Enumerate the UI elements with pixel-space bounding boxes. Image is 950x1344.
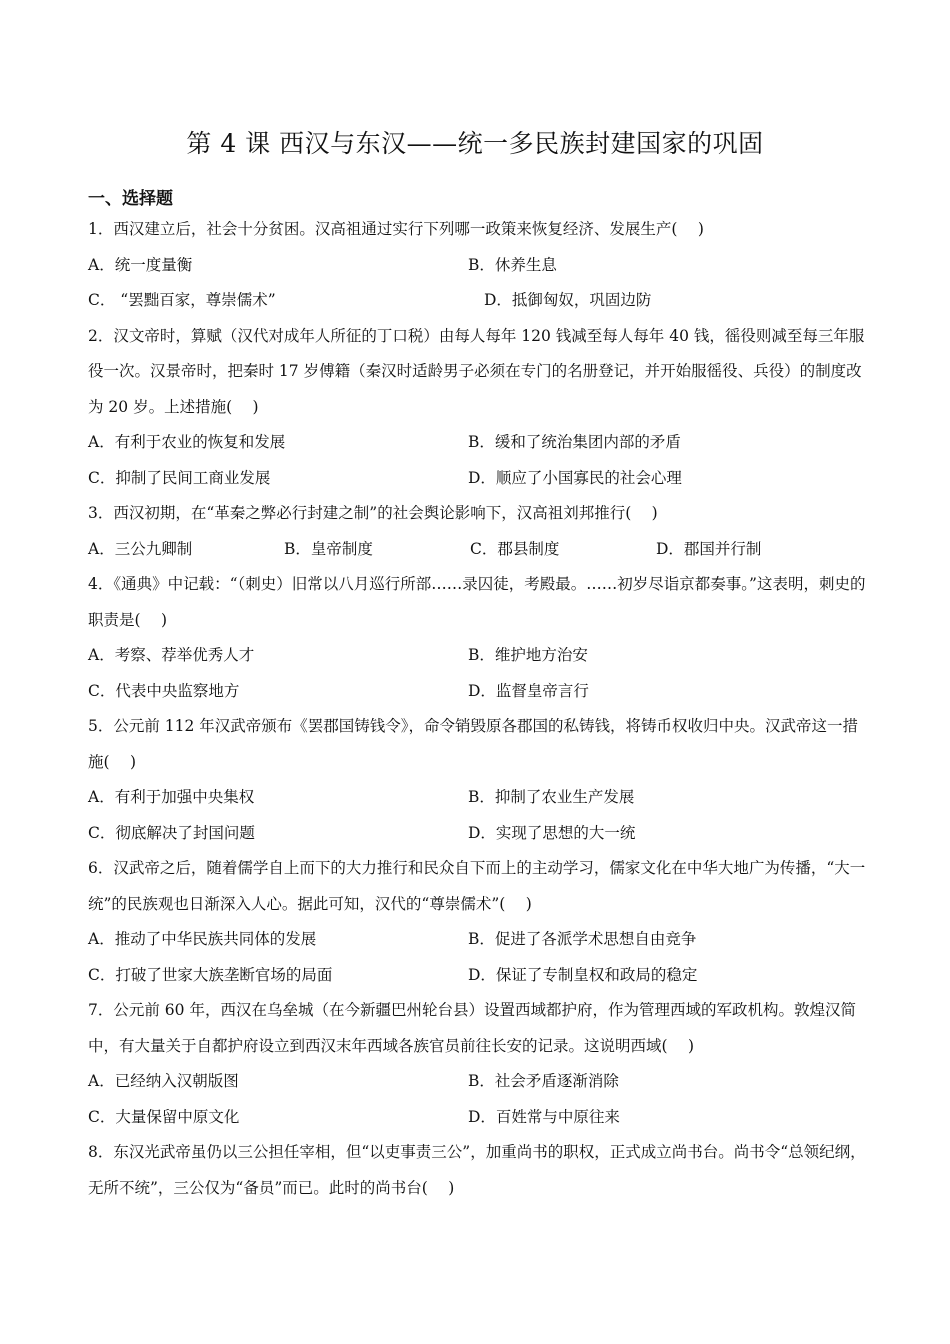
option-a: A．已经纳入汉朝版图 <box>88 1072 239 1090</box>
option-d: D．顺应了小国寡民的社会心理 <box>468 468 682 487</box>
option-a: A．有利于农业的恢复和发展 <box>88 433 286 451</box>
option-b: B．休养生息 <box>468 255 557 274</box>
option-d: D．百姓常与中原往来 <box>468 1107 620 1126</box>
option-a: A．推动了中华民族共同体的发展 <box>88 930 317 948</box>
option-c: C．打破了世家大族垄断官场的局面 <box>88 965 333 984</box>
option-c: C．郡县制度 <box>470 539 560 558</box>
option-d: D．监督皇帝言行 <box>468 681 589 700</box>
options <box>88 922 868 993</box>
option-c: C．抑制了民间工商业发展 <box>88 468 271 487</box>
option-b: B．抑制了农业生产发展 <box>468 788 635 806</box>
question-stem: 2．汉文帝时，算赋（汉代对成年人所征的丁口税）由每人每年 120 钱减至每人每年 40 钱，徭役则减至每三年服役一次。汉景帝时，把秦时 17 岁傅籍（秦汉时适龄男子必须在专门的名册登记，并开始服徭役、兵役）的制度改为 20 岁。上述措施( ) <box>88 326 865 416</box>
options <box>88 248 868 319</box>
options <box>88 780 868 851</box>
question-stem: 8．东汉光武帝虽仍以三公担任宰相，但“以吏事责三公”，加重尚书的职权，正式成立尚书台。尚书令“总领纪纲，无所不统”，三公仅为“备员”而已。此时的尚书台( ) <box>88 1143 866 1197</box>
question-4 <box>88 567 868 709</box>
options <box>88 425 868 496</box>
option-d: D．郡国并行制 <box>656 539 762 558</box>
question-stem: 6．汉武帝之后，随着儒学自上而下的大力推行和民众自下而上的主动学习，儒家文化在中华大地广为传播，“大一统”的民族观也日渐深入人心。据此可知，汉代的“尊崇儒术”( ) <box>88 859 866 913</box>
question-stem: 5．公元前 112 年汉武帝颁布《罢郡国铸钱令》，命令销毁原各郡国的私铸钱，将铸币权收归中央。汉武帝这一措施( ) <box>88 717 859 771</box>
option-b: B．促进了各派学术思想自由竞争 <box>468 930 697 948</box>
question-6 <box>88 851 868 993</box>
option-b: B．维护地方治安 <box>468 646 588 664</box>
option-b: B．社会矛盾逐渐消除 <box>468 1072 619 1090</box>
option-c: C．彻底解决了封国问题 <box>88 823 255 842</box>
question-1 <box>88 212 868 319</box>
option-d: D．保证了专制皇权和政局的稳定 <box>468 965 698 984</box>
option-c: C．代表中央监察地方 <box>88 681 240 700</box>
option-c: C．大量保留中原文化 <box>88 1107 240 1126</box>
question-list <box>88 212 868 1206</box>
question-5 <box>88 709 868 851</box>
option-c: C． “罢黜百家，尊崇儒术” <box>88 291 276 309</box>
question-3 <box>88 496 868 567</box>
options <box>88 532 868 568</box>
option-b: B．缓和了统治集团内部的矛盾 <box>468 433 681 451</box>
question-8 <box>88 1135 868 1206</box>
question-stem: 4．《通典》中记载：“（刺史）旧常以八月巡行所部……录囚徒，考殿最。……初岁尽诣京都奏事。”这表明，刺史的职责是( ) <box>88 575 866 629</box>
question-stem: 1．西汉建立后，社会十分贫困。汉高祖通过实行下列哪一政策来恢复经济、发展生产( ) <box>88 220 704 238</box>
option-d: D．实现了思想的大一统 <box>468 823 636 842</box>
options <box>88 638 868 709</box>
section-heading: 一、选择题 <box>88 189 173 209</box>
option-a: A．考察、荐举优秀人才 <box>88 646 255 664</box>
question-7 <box>88 993 868 1135</box>
option-d: D．抵御匈奴，巩固边防 <box>484 291 652 309</box>
option-a: A．有利于加强中央集权 <box>88 788 255 806</box>
option-a: A．统一度量衡 <box>88 255 193 274</box>
question-stem: 7．公元前 60 年，西汉在乌垒城（在今新疆巴州轮台县）设置西域都护府，作为管理西域的军政机构。敦煌汉简中，有大量关于自都护府设立到西汉末年西域各族官员前往长安的记录。这说明西域( ) <box>88 1001 856 1055</box>
options <box>88 1064 868 1135</box>
option-b: B．皇帝制度 <box>284 539 373 558</box>
question-2 <box>88 319 868 497</box>
option-a: A．三公九卿制 <box>88 539 193 558</box>
question-stem: 3．西汉初期，在“革秦之弊必行封建之制”的社会舆论影响下，汉高祖刘邦推行( ) <box>88 504 658 522</box>
page-title: 第 4 课 西汉与东汉——统一多民族封建国家的巩固 <box>186 129 764 158</box>
